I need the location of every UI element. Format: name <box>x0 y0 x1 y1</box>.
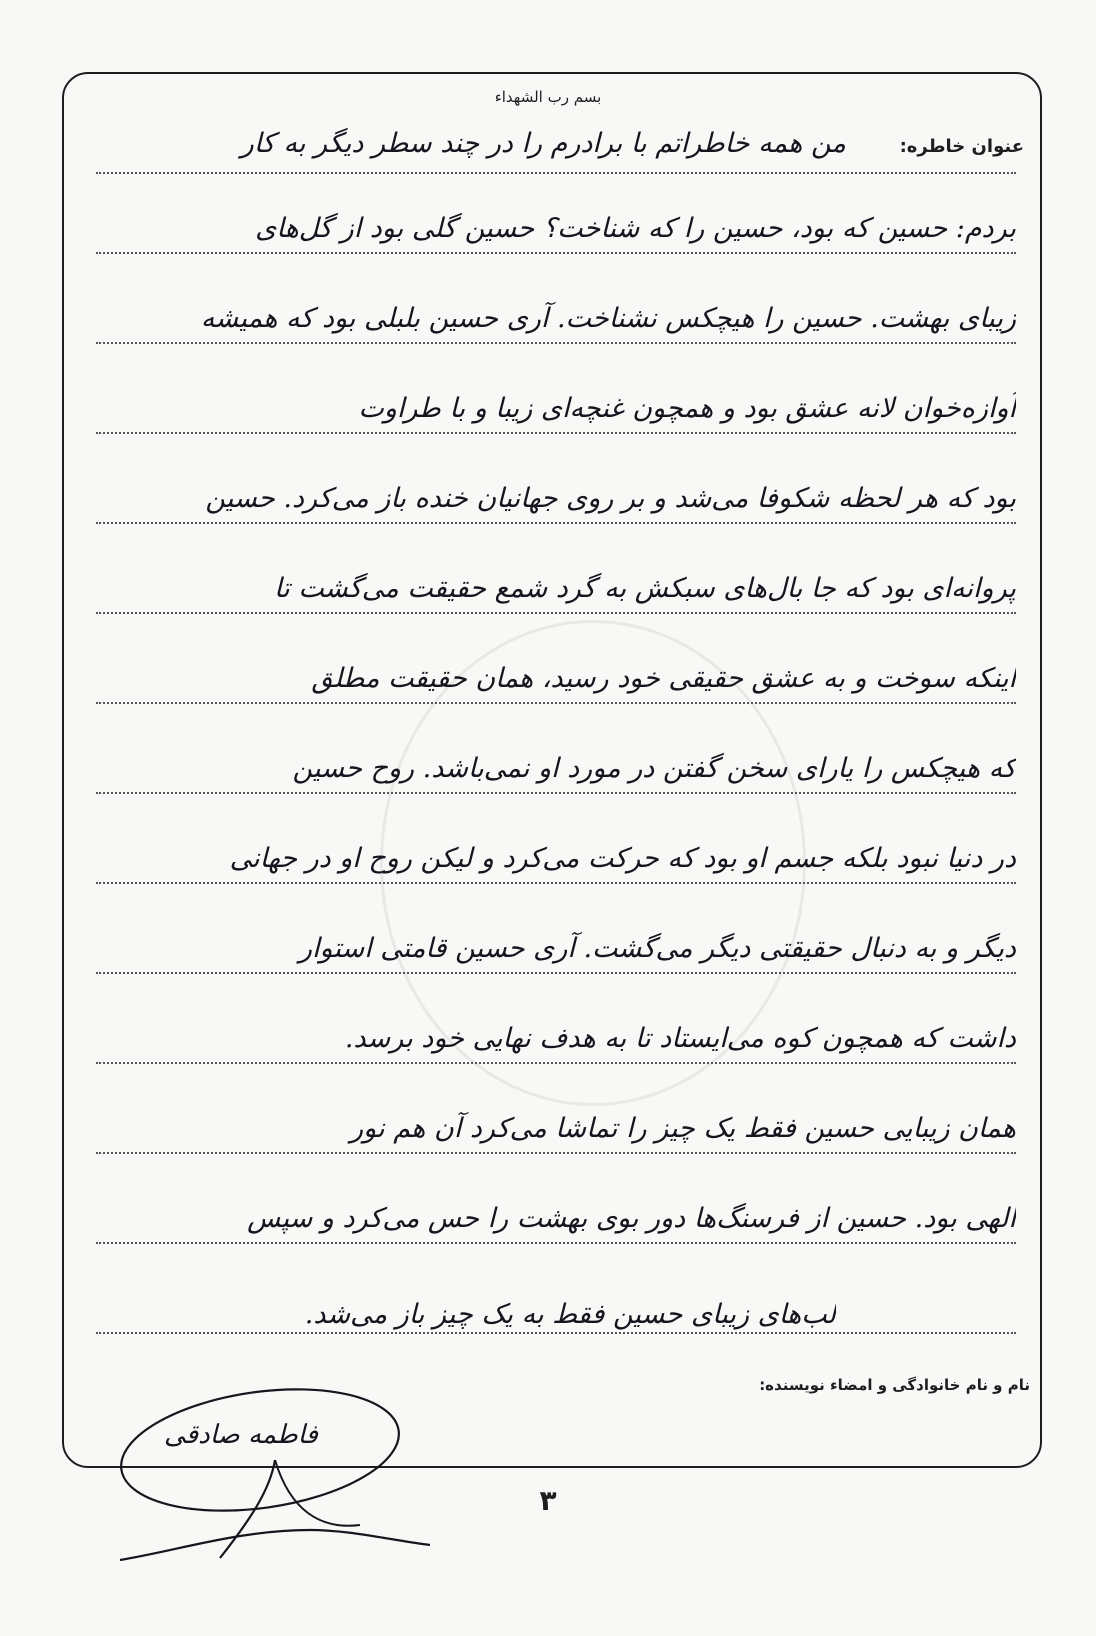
memoir-line-6: اینکه سوخت و به عشق حقیقی خود رسید، همان حقیقت مطلق <box>311 663 1016 694</box>
ruled-line <box>96 172 1016 174</box>
author-name-handwriting: فاطمه صادقی <box>164 1420 318 1450</box>
memoir-line-9: دیگر و به دنبال حقیقتی دیگر می‌گشت. آری حسین قامتی استوار <box>298 933 1016 964</box>
memoir-line-11: همان زیبایی حسین فقط یک چیز را تماشا می‌کرد آن هم نور <box>350 1113 1016 1144</box>
memoir-line-2: زیبای بهشت. حسین را هیچکس نشناخت. آری حسین بلبلی بود که همیشه <box>200 303 1016 334</box>
memoir-line-4: بود که هر لحظه شکوفا می‌شد و بر روی جهانیان خنده باز می‌کرد. حسین <box>205 483 1016 514</box>
memoir-line-5: پروانه‌ای بود که جا بال‌های سبکش به گرد شمع حقیقت می‌گشت تا <box>274 573 1016 604</box>
memoir-title-label: عنوان خاطره: <box>899 136 1024 157</box>
page-number: ۳ <box>539 1484 557 1517</box>
memoir-line-10: داشت که همچون کوه می‌ایستاد تا به هدف نهایی خود برسد. <box>344 1023 1016 1054</box>
signature-mark <box>100 1380 460 1580</box>
memoir-line-7: که هیچکس را یارای سخن گفتن در مورد او نمی‌باشد. روح حسین <box>292 753 1016 784</box>
author-signature-label: نام و نام خانوادگی و امضاء نویسنده: <box>755 1376 1034 1394</box>
memoir-line-8: در دنیا نبود بلکه جسم او بود که حرکت می‌کرد و لیکن روح او در جهانی <box>229 843 1016 874</box>
memoir-line-3: آوازه‌خوان لانه عشق بود و همچون غنچه‌ای زیبا و با طراوت <box>358 393 1016 424</box>
memoir-line-12: الهی بود. حسین از فرسنگ‌ها دور بوی بهشت را حس می‌کرد و سپس <box>247 1203 1016 1234</box>
memoir-line-1: بردم: حسین که بود، حسین را که شناخت؟ حسین گلی بود از گل‌های <box>255 213 1016 244</box>
page-header: بسم رب الشهداء <box>494 88 602 106</box>
memoir-title-handwriting: من همه خاطراتم با برادرم را در چند سطر دیگر به کار <box>240 128 846 159</box>
memoir-line-13: لب‌های زیبای حسین فقط به یک چیز باز می‌شد. <box>304 1299 836 1330</box>
